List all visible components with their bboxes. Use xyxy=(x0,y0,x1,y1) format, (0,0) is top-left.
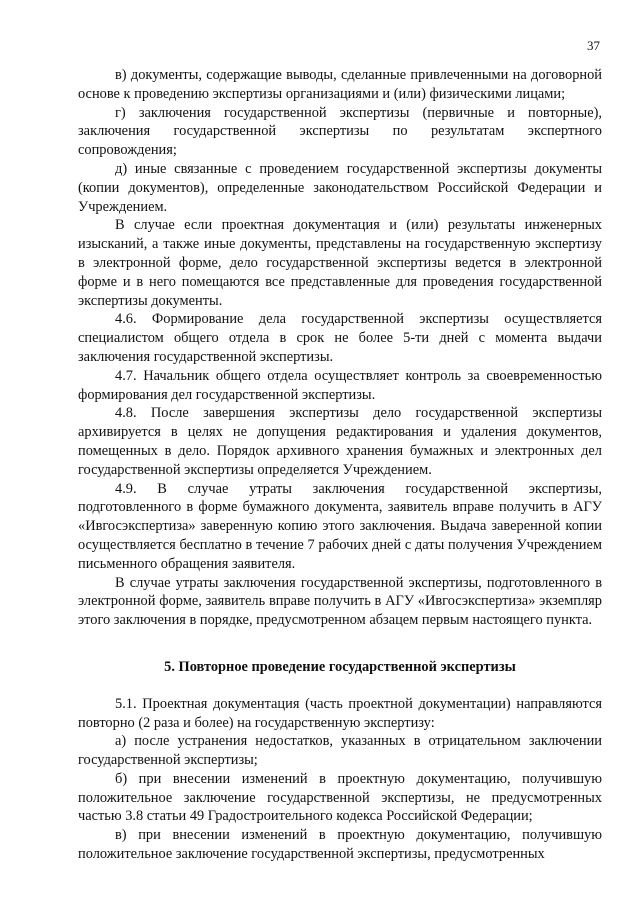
paragraph-4-9: 4.9. В случае утраты заключения государственной экспертизы, подготовленного в форме бумажного документа, заявитель вправе получить в АГУ «Ивгосэкспертиза» заверенную копию этого заключения. Выдача заверенной копии осуществляется бесплатно в течение 7 рабочих дней с даты получения Учреждением письменного обращения заявителя. xyxy=(78,480,602,572)
paragraph-5-1: 5.1. Проектная документация (часть проектной документации) направляются повторно (2 раза и более) на государственную экспертизу: xyxy=(78,695,602,731)
paragraph-5-1-b: б) при внесении изменений в проектную документацию, получившую положительное заключение государственной экспертизы, не предусмотренных частью 3.8 статьи 49 Градостроительного кодекса Российской Федерации; xyxy=(78,770,602,825)
paragraph-item-v: в) документы, содержащие выводы, сделанные привлеченными на договорной основе к проведению экспертизы организациями и (или) физическими лицами; xyxy=(78,67,602,102)
page-number: 37 xyxy=(587,38,600,53)
document-body xyxy=(78,66,602,864)
paragraph-4-8: 4.8. После завершения экспертизы дело государственной экспертизы архивируется в целях не допущения редактирования и удаления документов, помещенных в дело. Порядок архивного хранения бумажных и электронных дел государственной экспертизы определяется Учреждением. xyxy=(78,405,602,478)
section-5-title: 5. Повторное проведение государственной экспертизы xyxy=(164,658,516,675)
paragraph-4-6: 4.6. Формирование дела государственной экспертизы осуществляется специалистом общего отдела в срок не более 5-ти дней с момента выдачи заключения государственной экспертизы. xyxy=(78,311,602,365)
paragraph-item-g: г) заключения государственной экспертизы (первичные и повторные), заключения государственной экспертизы по результатам экспертного сопровождения; xyxy=(78,104,602,159)
paragraph-5-1-a: а) после устранения недостатков, указанных в отрицательном заключении государственной экспертизы; xyxy=(78,733,602,769)
paragraph-item-d: д) иные связанные с проведением государственной экспертизы документы (копии документов), определенные законодательством Российской Федерации и Учреждением. xyxy=(78,160,602,215)
paragraph-4-9-electronic: В случае утраты заключения государственной экспертизы, подготовленного в электронной форме, заявитель вправе получить в АГУ «Ивгосэкспертиза» экземпляр этого заключения в порядке, предусмотренном абзацем первым настоящего пункта. xyxy=(78,574,602,629)
paragraph-5-1-v: в) при внесении изменений в проектную документацию, получившую положительное заключение государственной экспертизы, предусмотренных xyxy=(78,827,602,863)
paragraph-4-7: 4.7. Начальник общего отдела осуществляет контроль за своевременностью формирования дел государственной экспертизы. xyxy=(78,367,602,403)
paragraph-electronic-form: В случае если проектная документация и (или) результаты инженерных изысканий, а также иные документы, представлены на государственную экспертизу в электронной форме, дело государственной экспертизы ведется в электронной форме и в него помещаются все представленные для проведения государственной экспертизы документы. xyxy=(78,217,602,309)
